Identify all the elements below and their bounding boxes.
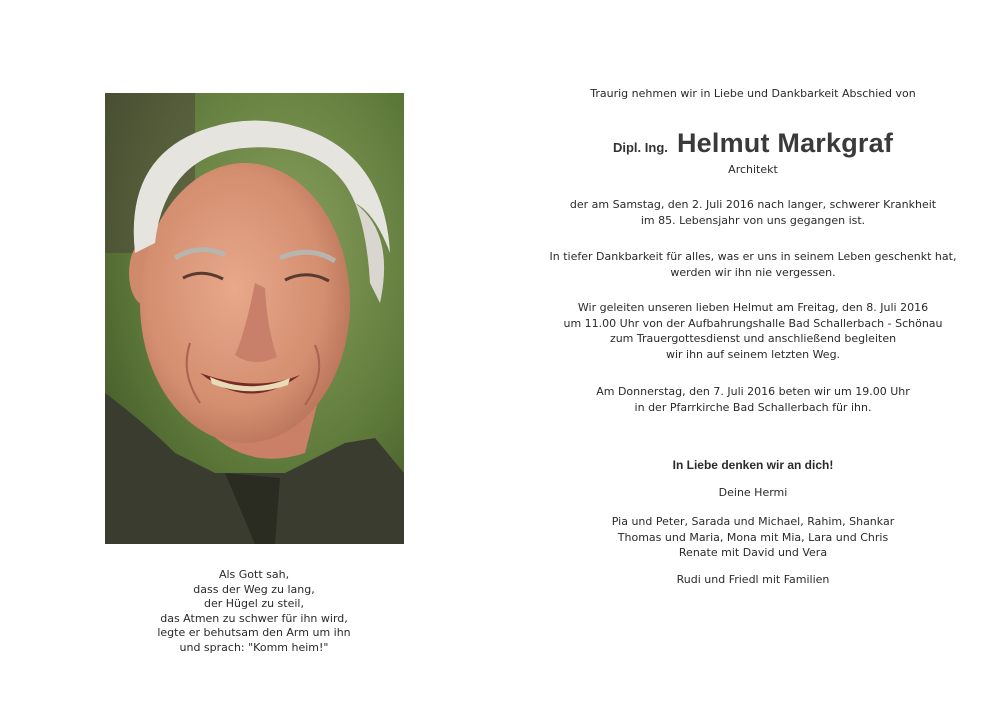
family-list — [530, 514, 976, 561]
text-line: in der Pfarrkirche Bad Schallerbach für ihn. — [634, 400, 872, 414]
death-paragraph — [530, 197, 976, 228]
text-line: um 11.00 Uhr von der Aufbahrungshalle Bad Schallerbach - Schönau — [563, 316, 943, 330]
poem-line: dass der Weg zu lang, — [193, 582, 315, 596]
text-line: Am Donnerstag, den 7. Juli 2016 beten wir um 19.00 Uhr — [596, 385, 910, 398]
text-line: Wir geleiten unseren lieben Helmut am Freitag, den 8. Juli 2016 — [577, 301, 929, 314]
poem-line: legte er behutsam den Arm um ihn — [157, 626, 351, 640]
text-line: der am Samstag, den 2. Juli 2016 nach langer, schwerer Krankheit — [569, 198, 937, 211]
funeral-paragraph — [530, 300, 976, 362]
family-line: Pia und Peter, Sarada und Michael, Rahim, Shankar — [611, 515, 895, 528]
poem-line: und sprach: "Komm heim!" — [179, 640, 329, 654]
poem-line: der Hügel zu steil, — [204, 597, 304, 611]
intro-text: Traurig nehmen wir in Liebe und Dankbarkeit Abschied von — [590, 87, 916, 100]
text-line: werden wir ihn nie vergessen. — [670, 265, 836, 279]
profession: Architekt — [728, 163, 778, 176]
closing-line: In Liebe denken wir an dich! — [672, 458, 834, 472]
deceased-name: Helmut Markgraf — [676, 128, 894, 158]
family-line: Renate mit David und Vera — [678, 546, 828, 559]
prayer-paragraph — [530, 384, 976, 415]
poem — [140, 568, 368, 656]
gratitude-paragraph — [530, 249, 976, 280]
text-line: im 85. Lebensjahr von uns gegangen ist. — [640, 213, 866, 227]
deceased-name-line — [530, 128, 976, 159]
text-line: In tiefer Dankbarkeit für alles, was er uns in seinem Leben geschenkt hat, — [549, 250, 957, 263]
portrait-photo — [105, 93, 404, 544]
family-line: Thomas und Maria, Mona mit Mia, Lara und Chris — [617, 530, 889, 544]
text-line: wir ihn auf seinem letzten Weg. — [665, 347, 841, 361]
poem-line: das Atmen zu schwer für ihn wird, — [160, 611, 348, 625]
extended-family: Rudi und Friedl mit Familien — [676, 573, 830, 586]
poem-line: Als Gott sah, — [218, 568, 290, 581]
portrait-photo-icon — [105, 93, 404, 544]
signer: Deine Hermi — [718, 486, 788, 499]
text-line: zum Trauergottesdienst und anschließend begleiten — [609, 332, 897, 345]
academic-title: Dipl. Ing. — [612, 140, 668, 155]
